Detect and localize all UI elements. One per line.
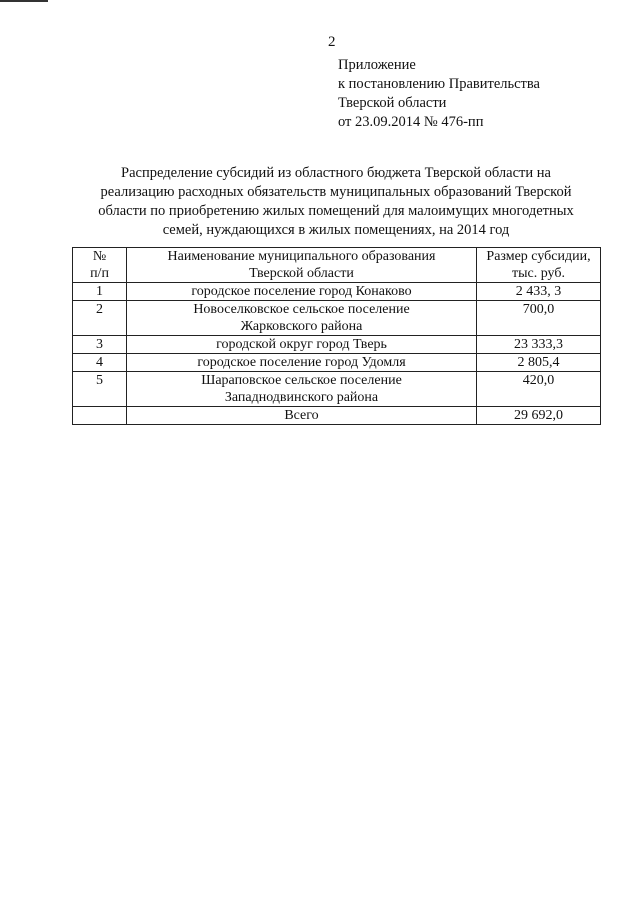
row-name-line: городское поселение город Конаково — [191, 284, 412, 299]
header-number — [73, 248, 127, 283]
table-row — [73, 301, 601, 336]
row-name — [127, 372, 477, 407]
title-line: Распределение субсидий из областного бюджета Тверской области на — [121, 165, 551, 181]
row-name — [127, 354, 477, 372]
row-amount: 2 433, 3 — [477, 283, 601, 301]
table-row — [73, 336, 601, 354]
header-name — [127, 248, 477, 283]
header-amount-line1: Размер субсидии, — [486, 249, 591, 264]
row-name-line: Западнодвинского района — [224, 390, 379, 405]
row-amount: 2 805,4 — [477, 354, 601, 372]
title-line: семей, нуждающихся в жилых помещениях, на 2014 год — [162, 222, 510, 238]
page-number: 2 — [328, 34, 336, 50]
document-title — [72, 164, 600, 240]
total-amount: 29 692,0 — [477, 407, 601, 425]
total-label: Всего — [127, 407, 477, 425]
table-total-row — [73, 407, 601, 425]
row-number: 1 — [73, 283, 127, 301]
row-amount: 420,0 — [477, 372, 601, 407]
row-name-line: Новоселковское сельское поселение — [193, 302, 410, 317]
row-amount: 700,0 — [477, 301, 601, 336]
corner-mark — [0, 0, 48, 2]
appendix-line: к постановлению Правительства — [338, 76, 540, 92]
appendix-block — [338, 56, 540, 132]
row-number: 4 — [73, 354, 127, 372]
header-number-line2: п/п — [90, 266, 109, 281]
table-row — [73, 283, 601, 301]
header-amount — [477, 248, 601, 283]
appendix-line: Тверской области — [338, 95, 447, 111]
appendix-line: от 23.09.2014 № 476-пп — [338, 114, 484, 130]
row-number: 2 — [73, 301, 127, 336]
header-number-line1: № — [92, 249, 107, 264]
header-amount-line2: тыс. руб. — [512, 266, 565, 281]
row-name-line: городское поселение город Удомля — [197, 355, 406, 370]
row-name-line: Шараповское сельское поселение — [201, 373, 402, 388]
subsidies-table — [72, 247, 601, 425]
row-name-line: городской округ город Тверь — [216, 337, 387, 352]
row-name — [127, 336, 477, 354]
total-empty-cell — [73, 407, 127, 425]
row-amount: 23 333,3 — [477, 336, 601, 354]
title-line: реализацию расходных обязательств муниципальных образований Тверской — [100, 184, 572, 200]
row-name — [127, 283, 477, 301]
row-number: 3 — [73, 336, 127, 354]
row-number: 5 — [73, 372, 127, 407]
appendix-line: Приложение — [338, 57, 416, 73]
header-name-line1: Наименование муниципального образования — [167, 249, 436, 264]
table-row — [73, 372, 601, 407]
row-name-line: Жарковского района — [240, 319, 363, 334]
header-name-line2: Тверской области — [249, 266, 354, 281]
table-row — [73, 354, 601, 372]
title-line: области по приобретению жилых помещений для малоимущих многодетных — [98, 203, 574, 219]
row-name — [127, 301, 477, 336]
table-header-row — [73, 248, 601, 283]
